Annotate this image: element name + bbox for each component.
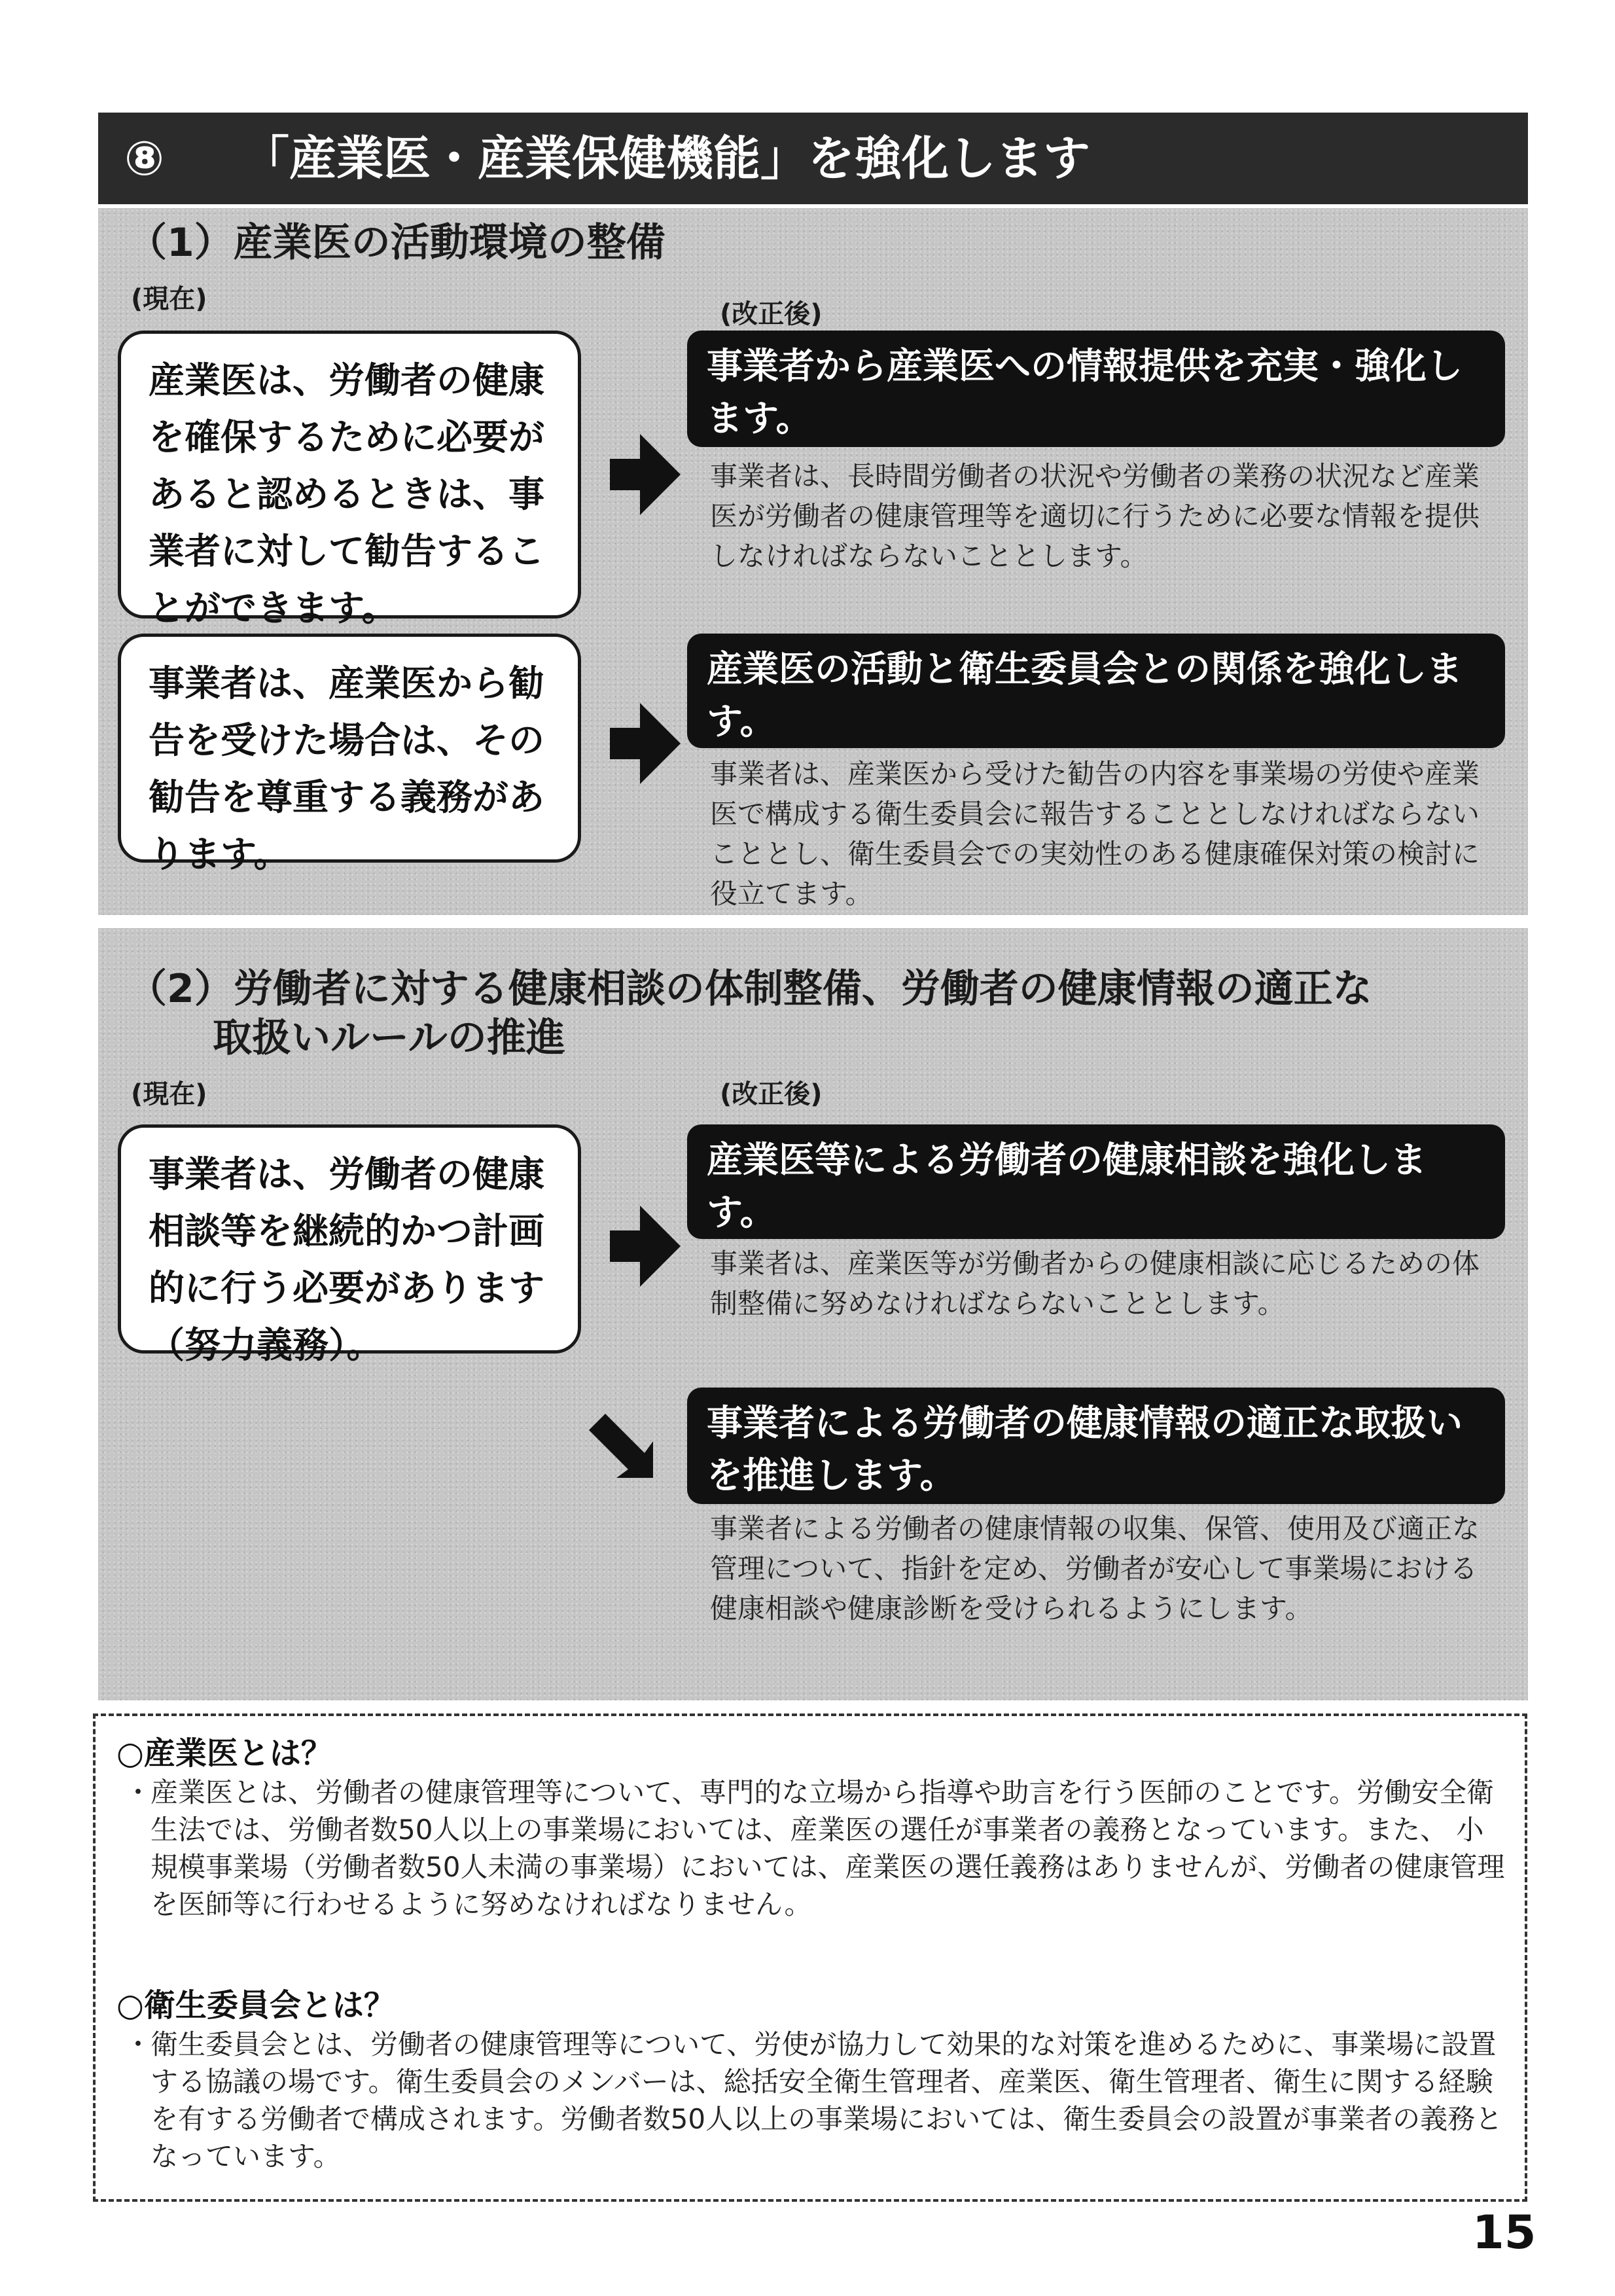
section-2-title-line2: 取扱いルールの推進	[213, 1015, 565, 1061]
revised-desc-2: 事業者は、産業医から受けた勧告の内容を事業場の労使や産業医で構成する衛生委員会に報告することとしなければならないこととし、衛生委員会での実効性のある健康確保対策の検討に役立てます。	[710, 758, 1480, 910]
page-title: 「産業医・産業保健機能」を強化します	[242, 131, 1091, 186]
note-text-2: 衛生委員会とは、労働者の健康管理等について、労使が協力して効果的な対策を進めるために、事業場に設置する協議の場です。衛生委員会のメンバーは、総括安全衛生管理者、産業医、衛生管理者、衛生に関する経験を有する労働者で構成されます。労働者数50人以上の事業場においては、衛生委員会の設置が事業者の義務となっています。	[151, 2028, 1503, 2172]
page-title-bar	[98, 113, 1528, 204]
revised-desc-3: 事業者は、産業医等が労働者からの健康相談に応じるための体制整備に努めなければならないこととします。	[710, 1247, 1480, 1319]
section-2-title-line1: （2）労働者に対する健康相談の体制整備、労働者の健康情報の適正な	[128, 966, 1372, 1012]
current-label: (現在)	[131, 1079, 207, 1109]
section-1-title: （1）産業医の活動環境の整備	[128, 220, 666, 266]
revised-label: (改正後)	[720, 299, 823, 329]
arrow-right-icon	[640, 434, 681, 515]
current-box-3: 事業者は、労働者の健康相談等を継続的かつ計画的に行う必要があります（努力義務）。	[118, 1124, 581, 1354]
revised-title-4: 事業者による労働者の健康情報の適正な取扱いを推進します。	[687, 1388, 1505, 1504]
current-label: (現在)	[131, 284, 207, 314]
revised-title-2: 産業医の活動と衛生委員会との関係を強化します。	[687, 634, 1505, 748]
section-number: ⑧	[124, 131, 164, 186]
arrow-diagonal-icon	[576, 1401, 674, 1499]
revised-label: (改正後)	[720, 1079, 823, 1109]
arrow-right-3-shaft	[610, 1230, 641, 1262]
current-box-1: 産業医は、労働者の健康を確保するために必要があると認めるときは、事業者に対して勧告することができます。	[118, 331, 581, 619]
arrow-right-1-shaft	[610, 459, 641, 490]
arrow-right-2-shaft	[610, 728, 641, 759]
current-box-2: 事業者は、産業医から勧告を受けた場合は、その勧告を尊重する義務があります。	[118, 634, 581, 863]
arrow-right-icon	[640, 1206, 681, 1287]
revised-title-1: 事業者から産業医への情報提供を充実・強化します。	[687, 331, 1505, 447]
revised-desc-4: 事業者による労働者の健康情報の収集、保管、使用及び適正な管理について、指針を定め、労働者が安心して事業場における健康相談や健康診断を受けられるようにします。	[710, 1513, 1480, 1624]
revised-desc-1: 事業者は、長時間労働者の状況や労働者の業務の状況など産業医が労働者の健康管理等を適切に行うために必要な情報を提供しなければならないこととします。	[710, 460, 1480, 572]
note-bullet-1: ・	[124, 1776, 152, 1808]
note-text-1: 産業医とは、労働者の健康管理等について、専門的な立場から指導や助言を行う医師のことです。労働安全衛生法では、労働者数50人以上の事業場においては、産業医の選任が事業者の義務となっています。また、 小規模事業場（労働者数50人未満の事業場）においては、産業医の選任義務はありませんが、労働者の健康管理を医師等に行わせるように努めなければなりません。	[151, 1776, 1505, 1920]
note-heading-1: ○産業医とは？	[116, 1735, 332, 1772]
page-number: 15	[1472, 2206, 1536, 2259]
note-heading-2: ○衛生委員会とは？	[116, 1987, 395, 2024]
revised-title-3: 産業医等による労働者の健康相談を強化します。	[687, 1124, 1505, 1239]
note-bullet-2: ・	[124, 2028, 152, 2060]
arrow-right-icon	[640, 703, 681, 784]
